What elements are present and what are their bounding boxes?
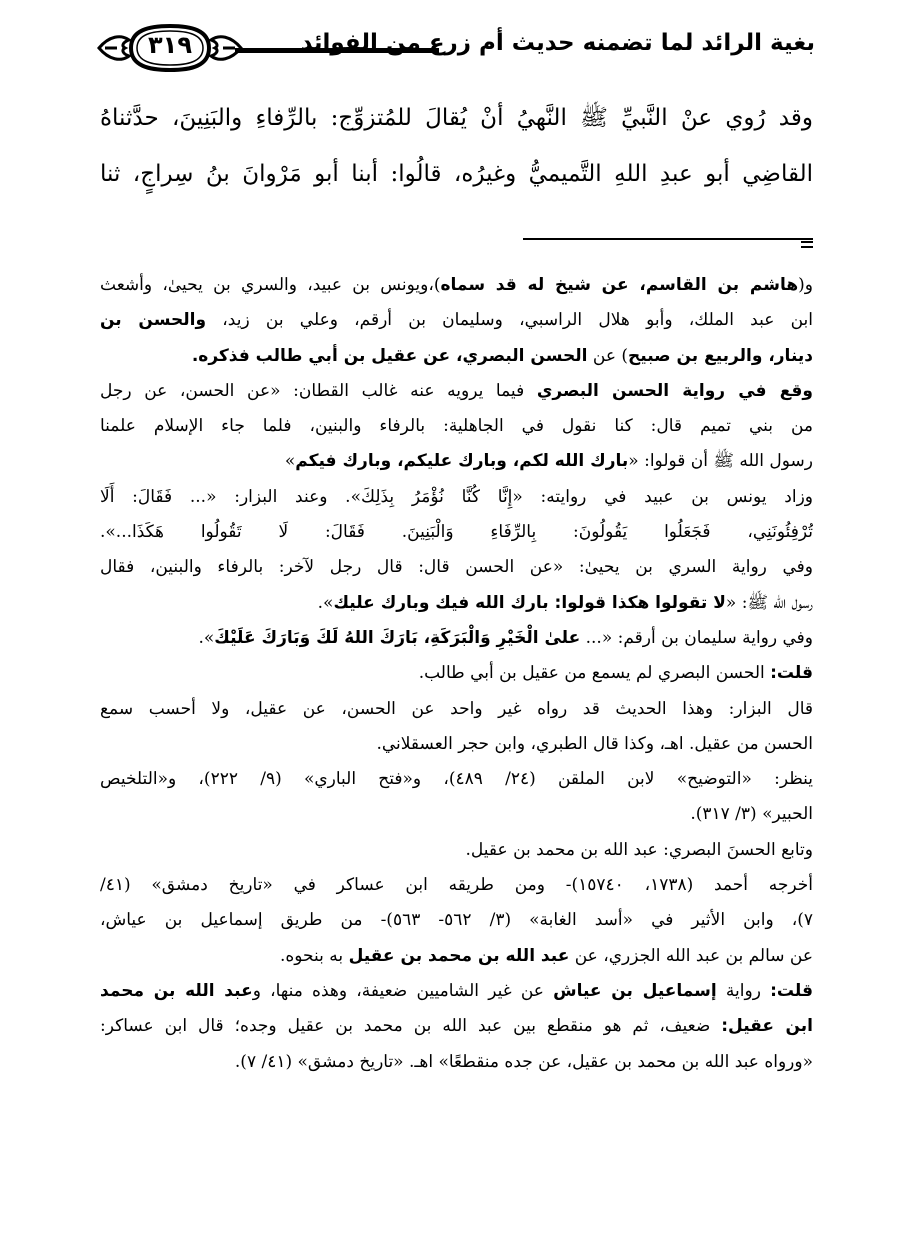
footnote-run: ». [317, 592, 334, 613]
footnote-line [100, 586, 813, 621]
footnote-bold-run: وقع في رواية الحسن البصري [536, 380, 813, 401]
footnote-line [100, 303, 813, 338]
page-number: ٣١٩ [148, 31, 192, 59]
footnote-line [100, 515, 813, 550]
footnote-line [100, 903, 813, 938]
footnote-line [100, 268, 813, 303]
footnote-line [100, 374, 813, 409]
footnote-bold-run: لا تقولوا هكذا قولوا: بارك الله فيك وبارك عليك [333, 592, 726, 613]
footnote-run: فيما يرويه عنه غالب القطان: «عن الحسن، عن رجل [100, 380, 537, 401]
footnote-run: أخرجه أحمد (١٧٣٨، ١٥٧٤٠)- ومن طريقه ابن عساكر في «تاريخ دمشق» (٤١/ [100, 875, 813, 896]
running-title: بغية الرائد لما تضمنه حديث أم زرع من الفوائد [300, 30, 815, 56]
footnote-line [100, 1009, 813, 1044]
footnote-bold-run: قلت: [770, 663, 813, 684]
footnote-line [100, 797, 813, 832]
footnote-run: وفي رواية السري بن يحيىٰ: «عن الحسن قال: قال رجل لآخر: بالرفاء والبنين، فقال [100, 557, 813, 578]
footnote-line [100, 939, 813, 974]
footnote-bold-run: إسماعيل بن عياش [553, 980, 717, 1001]
footnote-bold-run: هاشم بن القاسم، عن شيخ له قد سماه [440, 275, 799, 295]
footnote-run: رسول الله ﷺ أن قولوا: « [628, 451, 813, 472]
header-rule [235, 48, 439, 53]
footnote-line [100, 409, 813, 444]
footnote-bold-run: دينار، والربيع بن صبيح [628, 345, 813, 366]
footnote-bold-run: علىٰ الْخَيْرِ وَالْبَرَكَةِ، بَارَكَ اللهُ لَكَ وَبَارَكَ عَلَيْكَ [214, 627, 581, 648]
footnote-run: قال البزار: وهذا الحديث قد رواه غير واحد عن الحسن، عن عقيل، ولا أحسب سمع [100, 698, 813, 719]
footnote-line [100, 656, 813, 691]
footnote-bold-run: ابن عقيل: [721, 1016, 813, 1037]
footnote-run: )،ويونس بن عبيد، والسري بن يحيىٰ، وأشعث [100, 275, 441, 295]
footnote-line [100, 480, 813, 515]
footnote-run: ضعيف، ثم هو منقطع بين عبد الله بن محمد بن عقيل وجده؛ قال ابن عساكر: [100, 1016, 722, 1037]
footnote-bold-run: والحسن بن [100, 310, 207, 331]
footnote-run: به بنحوه. [279, 945, 349, 966]
footnote-run: ». [198, 627, 215, 648]
footnote-line [100, 762, 813, 797]
footnote-run: تُرْفِئُونَنِي، فَجَعَلُوا يَقُولُونَ: بِالرِّفَاءِ وَالْبَنِينَ. فَقَالَ: لَا تَقُولُوا هَكَذَا...». [100, 522, 813, 543]
footnote-line [100, 550, 813, 585]
footnote-run: وفي رواية سليمان بن أرقم: «... [580, 627, 813, 648]
footnote-line [100, 974, 813, 1009]
footnote-run: وتابع الحسنَ البصري: عبد الله بن محمد بن عقيل. [465, 839, 813, 860]
footnote-bold-run: الحسن البصري، عن عقيل بن أبي طالب فذكره. [191, 345, 588, 366]
footnote-line [100, 339, 813, 374]
footnote-bold-run: عبد الله بن محمد [100, 980, 253, 1001]
footnote-line [100, 1045, 813, 1080]
page-header [95, 18, 815, 78]
footnote-line [100, 621, 813, 656]
footnote-run: رواية [716, 980, 771, 1001]
footnote-line [100, 833, 813, 868]
footnote-run: ٧)، وابن الأثير في «أسد الغابة» (٣/ ٥٦٢- ٥٦٣)- من طريق إسماعيل بن عياش، [100, 910, 813, 931]
footnote-run: الحبير» (٣/ ٣١٧). [690, 804, 813, 825]
footnote-run: رسول الله ﷺ: « [725, 592, 813, 613]
footnote-bold-run: عبد الله بن محمد بن عقيل [348, 945, 570, 966]
footnote-bold-run: بارك الله لكم، وبارك عليكم، وبارك فيكم [295, 451, 629, 472]
footnote-run: الحسن من عقيل. اهـ، وكذا قال الطبري، وابن حجر العسقلاني. [376, 733, 813, 754]
footnote-bold-run: قلت: [770, 980, 813, 1001]
footnote-run: «ورواه عبد الله بن محمد بن عقيل، عن جده منقطعًا» اهـ. «تاريخ دمشق» (٤١/ ٧). [234, 1051, 813, 1072]
main-text-line: وقد رُوي عنْ النَّبيِّ ﷺ النَّهيُ أنْ يُقالَ للمُتزوِّج: بالرِّفاءِ والبَنِينَ، حدَّثناهُ [100, 105, 813, 131]
footnote-run: من بني تميم قال: كنا نقول في الجاهلية: بالرفاء والبنين، فلما جاء الإسلام علمنا [100, 416, 813, 437]
footnote-line [100, 444, 813, 479]
footnote-line [100, 727, 813, 762]
footnote-run: ) عن [587, 345, 629, 366]
main-text [100, 90, 813, 202]
footnote-run: وزاد يونس بن عبيد في روايته: «إِنَّا كُنَّا نُؤْمَرُ بِذَلِكَ». وعند البزار: «... فَقَالَ: أَلَا [100, 486, 813, 507]
page-number-badge [95, 18, 245, 78]
footnote-run: الحسن البصري لم يسمع من عقيل بن أبي طالب. [418, 663, 771, 684]
footnote-line [100, 692, 813, 727]
footnote-line [100, 868, 813, 903]
main-text-line: القاضِي أبو عبدِ اللهِ التَّميميُّ وغيرُه، قالُوا: أبنا أبو مَرْوانَ بنُ سِراجٍ، ثنا [100, 161, 813, 187]
footnote-continuation-mark [801, 238, 813, 248]
footnote-run: ينظر: «التوضيح» لابن الملقن (٢٤/ ٤٨٩)، و«فتح الباري» (٩/ ٢٢٢)، و«التلخيص [100, 769, 813, 790]
footnotes [100, 268, 813, 1080]
footnote-run: عن سالم بن عبد الله الجزري، عن [569, 945, 813, 966]
footnote-run: عن غير الشاميين ضعيفة، وهذه منها، و [252, 980, 554, 1001]
footnote-run: و( [798, 275, 813, 295]
footnote-separator [523, 238, 813, 240]
footnote-run: ابن عبد الملك، وأبو هلال الراسبي، وسليمان بن أرقم، وعلي بن زيد، [206, 310, 813, 331]
footnote-run: » [284, 451, 296, 472]
